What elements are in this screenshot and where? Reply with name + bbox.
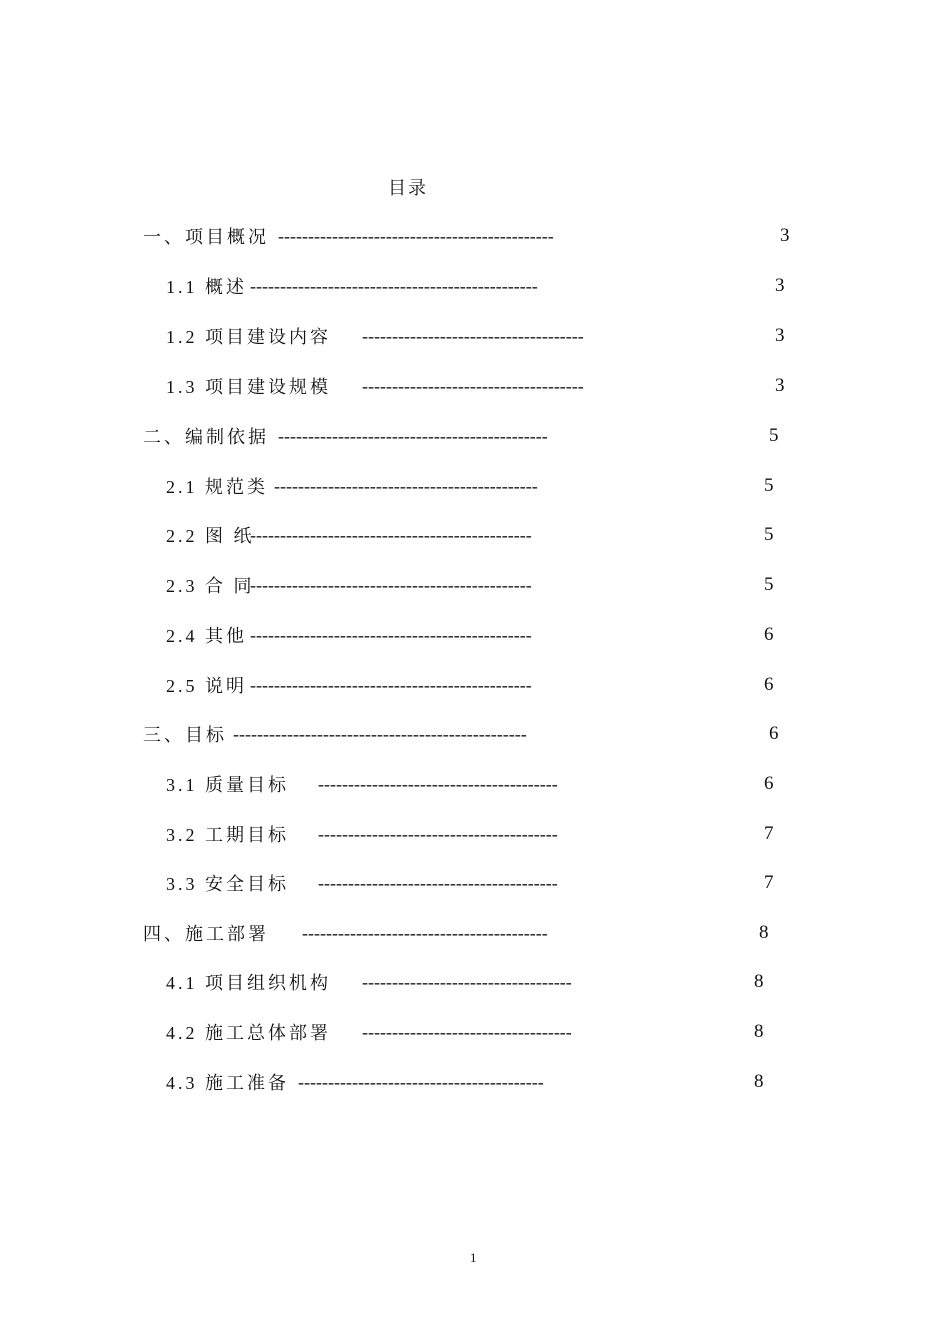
toc-leader: -------------------------------------	[362, 376, 584, 396]
toc-leader: ----------------------------------------	[318, 873, 558, 893]
toc-page-number: 6	[764, 773, 774, 794]
toc-entry-label: 1.1 概述	[166, 277, 247, 297]
toc-leader: -----------------------------------------	[302, 923, 548, 943]
toc-entry[interactable]	[166, 374, 331, 398]
toc-entry[interactable]	[166, 523, 255, 547]
toc-page-number: 6	[764, 624, 774, 645]
toc-entry-label: 二、编制依据	[143, 427, 269, 447]
toc-entry-label: 一、项目概况	[143, 227, 269, 247]
toc-leader: --------------------------------------------	[274, 476, 538, 496]
toc-entry[interactable]	[143, 424, 269, 448]
toc-entry-label: 1.2 项目建设内容	[166, 327, 331, 347]
toc-page-number: 3	[775, 375, 785, 396]
toc-leader: -----------------------------------------------	[250, 625, 532, 645]
toc-entry-label: 2.1 规范类	[166, 477, 268, 497]
toc-entry-label: 3.3 安全目标	[166, 874, 289, 894]
toc-entry-label: 2.2 图 纸	[166, 526, 255, 546]
toc-page-number: 5	[764, 524, 774, 545]
toc-page-number: 3	[780, 225, 790, 246]
toc-entry-label: 三、目标	[143, 725, 227, 745]
toc-entry[interactable]	[166, 1070, 289, 1094]
toc-entry[interactable]	[166, 324, 331, 348]
toc-entry[interactable]	[166, 772, 289, 796]
toc-page-number: 6	[769, 723, 779, 744]
toc-entry[interactable]	[166, 970, 331, 994]
toc-page-number: 5	[764, 475, 774, 496]
toc-entry[interactable]	[166, 573, 255, 597]
toc-leader: -----------------------------------------	[298, 1072, 544, 1092]
toc-entry[interactable]	[143, 722, 227, 746]
toc-entry[interactable]	[166, 623, 247, 647]
toc-leader: ----------------------------------------------	[278, 226, 554, 246]
toc-title: 目录	[388, 178, 428, 198]
toc-leader: ----------------------------------------	[318, 774, 558, 794]
toc-entry-label: 4.1 项目组织机构	[166, 973, 331, 993]
toc-page-number: 8	[754, 971, 764, 992]
toc-entry[interactable]	[143, 921, 269, 945]
toc-leader: -------------------------------------	[362, 326, 584, 346]
toc-leader: ---------------------------------------------	[278, 426, 548, 446]
toc-entry[interactable]	[166, 274, 247, 298]
toc-entry[interactable]	[166, 474, 268, 498]
toc-page-number: 6	[764, 674, 774, 695]
toc-entry-label: 4.3 施工准备	[166, 1073, 289, 1093]
toc-page-number: 5	[769, 425, 779, 446]
toc-entry[interactable]	[166, 673, 247, 697]
toc-leader: -----------------------------------	[362, 972, 572, 992]
toc-leader: ------------------------------------------------	[250, 276, 538, 296]
toc-entry-label: 3.2 工期目标	[166, 825, 289, 845]
toc-entry-label: 四、施工部署	[143, 924, 269, 944]
toc-page-number: 8	[754, 1021, 764, 1042]
toc-page-number: 5	[764, 574, 774, 595]
toc-entry-label: 2.5 说明	[166, 676, 247, 696]
toc-entry[interactable]	[166, 871, 289, 895]
toc-page-number: 3	[775, 275, 785, 296]
toc-page-number: 8	[754, 1071, 764, 1092]
toc-page-number: 3	[775, 325, 785, 346]
toc-page-number: 7	[764, 823, 774, 844]
toc-leader: -----------------------------------------------	[250, 525, 532, 545]
toc-entry-label: 4.2 施工总体部署	[166, 1023, 331, 1043]
toc-entry[interactable]	[166, 1020, 331, 1044]
toc-entry[interactable]	[166, 822, 289, 846]
toc-entry-label: 1.3 项目建设规模	[166, 377, 331, 397]
toc-leader: -----------------------------------------------	[250, 575, 532, 595]
toc-leader: ----------------------------------------	[318, 824, 558, 844]
toc-entry-label: 2.4 其他	[166, 626, 247, 646]
toc-entry-label: 3.1 质量目标	[166, 775, 289, 795]
toc-leader: -----------------------------------	[362, 1022, 572, 1042]
toc-leader: -----------------------------------------------	[250, 675, 532, 695]
toc-entry[interactable]	[143, 224, 269, 248]
toc-page-number: 8	[759, 922, 769, 943]
toc-leader: -------------------------------------------------	[233, 724, 527, 744]
toc-entry-label: 2.3 合 同	[166, 576, 255, 596]
footer-page-number: 1	[470, 1250, 477, 1265]
toc-page-number: 7	[764, 872, 774, 893]
